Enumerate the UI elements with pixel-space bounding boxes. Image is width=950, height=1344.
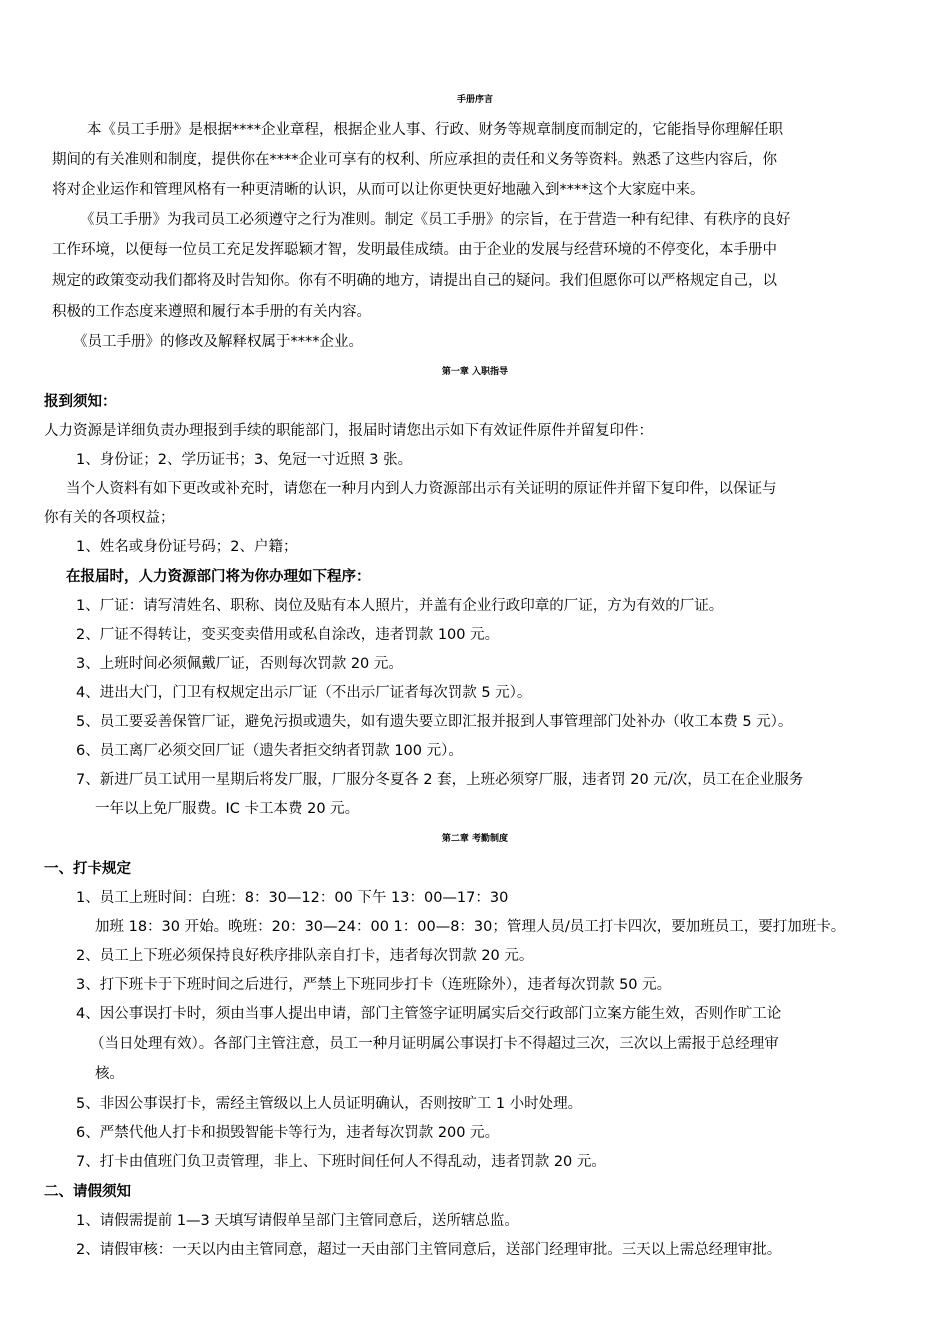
preface-p2-line1: 《员工手册》为我司员工必须遵守之行为准则。制定《员工手册》的宗旨，在于营造一种有纪律、有秩序的良好 bbox=[80, 212, 791, 228]
clock-rule-7: 7、打卡由值班门负卫责管理，非上、下班时间任何人不得乱动，违者罚款 20 元。 bbox=[76, 1154, 606, 1170]
preface-p3: 《员工手册》的修改及解释权属于****企业。 bbox=[73, 334, 363, 350]
rule-2: 2、厂证不得转让，变买变卖借用或私自涂改，违者罚款 100 元。 bbox=[76, 627, 500, 643]
clock-rule-3: 3、打下班卡于下班时间之后进行，严禁上下班同步打卡（连班除外），违者每次罚款 50 元。 bbox=[76, 977, 672, 993]
procedure-heading: 在报届时，人力资源部门将为你办理如下程序： bbox=[66, 569, 371, 585]
rule-6: 6、员工离厂必须交回厂证（遗失者拒交纳者罚款 100 元）。 bbox=[76, 743, 463, 759]
preface-p2-line2: 工作环境，以便每一位员工充足发挥聪颖才智，发明最佳成绩。由于企业的发展与经营环境的不停变化，本手册中 bbox=[52, 242, 777, 258]
leave-rule-2: 2、请假审核：一天以内由主管同意，超过一天由部门主管同意后，送部门经理审批。三天以上需总经理审批。 bbox=[76, 1242, 782, 1258]
clock-rule-4: 4、因公事误打卡时，须由当事人提出申请，部门主管签字证明属实后交行政部门立案方能生效，否则作旷工论 bbox=[76, 1006, 782, 1022]
change-line2: 你有关的各项权益； bbox=[44, 510, 175, 526]
leave-rule-1: 1、请假需提前 1—3 天填写请假单呈部门主管同意后，送所辖总监。 bbox=[76, 1213, 519, 1229]
clock-rule-4-continued-2: 核。 bbox=[95, 1066, 124, 1082]
clock-rule-2: 2、员工上下班必须保持良好秩序排队亲自打卡，违者每次罚款 20 元。 bbox=[76, 948, 534, 964]
notice-heading: 报到须知： bbox=[44, 394, 117, 410]
leave-heading: 二、请假须知 bbox=[44, 1184, 131, 1200]
rule-1: 1、厂证：请写清姓名、职称、岗位及贴有本人照片，并盖有企业行政印章的厂证，方为有效的厂证。 bbox=[76, 598, 724, 614]
chapter2-title: 第二章 考勤制度 bbox=[441, 834, 509, 844]
rule-3: 3、上班时间必须佩戴厂证，否则每次罚款 20 元。 bbox=[76, 656, 403, 672]
preface-p2-line4: 积极的工作态度来遵照和履行本手册的有关内容。 bbox=[52, 304, 371, 320]
rule-7: 7、新进厂员工试用一星期后将发厂服，厂服分冬夏各 2 套，上班必须穿厂服，违者罚 20 元/次，员工在企业服务 bbox=[76, 772, 804, 788]
clock-rule-6: 6、严禁代他人打卡和损毁智能卡等行为，违者每次罚款 200 元。 bbox=[76, 1125, 500, 1141]
clock-rule-4-continued-1: （当日处理有效）。各部门主管注意，员工一种月证明属公事误打卡不得超过三次，三次以上需报于总经理审 bbox=[90, 1036, 779, 1052]
chapter1-title: 第一章 入职指导 bbox=[441, 367, 509, 377]
preface-p1-line1: 本《员工手册》是根据****企业章程，根据企业人事、行政、财务等规章制度而制定的，它能指导你理解任职 bbox=[87, 122, 783, 138]
preface-p1-line3: 将对企业运作和管理风格有一种更清晰的认识，从而可以让你更快更好地融入到****这个大家庭中来。 bbox=[52, 182, 705, 198]
preface-p2-line3: 规定的政策变动我们都将及时告知你。你有不明确的地方，请提出自己的疑问。我们但愿你可以严格规定自己，以 bbox=[52, 273, 777, 289]
clock-rule-1: 1、员工上班时间：白班：8：30—12：00 下午 13：00—17：30 bbox=[76, 890, 509, 906]
change-line1: 当个人资料有如下更改或补充时，请您在一种月内到人力资源部出示有关证明的原证件并留下复印件，以保证与 bbox=[66, 481, 777, 497]
preface-title: 手册序言 bbox=[456, 95, 493, 105]
change-items: 1、姓名或身份证号码；2、户籍； bbox=[76, 539, 298, 555]
notice-intro: 人力资源是详细负责办理报到手续的职能部门，报届时请您出示如下有效证件原件并留复印件： bbox=[44, 423, 653, 439]
rule-4: 4、进出大门，门卫有权规定出示厂证（不出示厂证者每次罚款 5 元）。 bbox=[76, 685, 532, 701]
clock-rule-1-continued: 加班 18：30 开始。晚班：20：30—24：00 1：00—8：30；管理人员/员工打卡四次，要加班员工，要打加班卡。 bbox=[95, 919, 846, 935]
notice-docs: 1、身份证；2、学历证书；3、免冠一寸近照 3 张。 bbox=[76, 452, 413, 468]
rule-5: 5、员工要妥善保管厂证，避免污损或遗失，如有遗失要立即汇报并报到人事管理部门处补办（收工本费 5 元）。 bbox=[76, 714, 793, 730]
rule-7-continued: 一年以上免厂服费。IC 卡工本费 20 元。 bbox=[95, 801, 360, 817]
clock-rule-5: 5、非因公事误打卡，需经主管级以上人员证明确认，否则按旷工 1 小时处理。 bbox=[76, 1096, 583, 1112]
clock-in-heading: 一、打卡规定 bbox=[44, 861, 131, 877]
preface-p1-line2: 期间的有关准则和制度，提供你在****企业可享有的权利、所应承担的责任和义务等资料。熟悉了这些内容后，你 bbox=[52, 152, 777, 168]
